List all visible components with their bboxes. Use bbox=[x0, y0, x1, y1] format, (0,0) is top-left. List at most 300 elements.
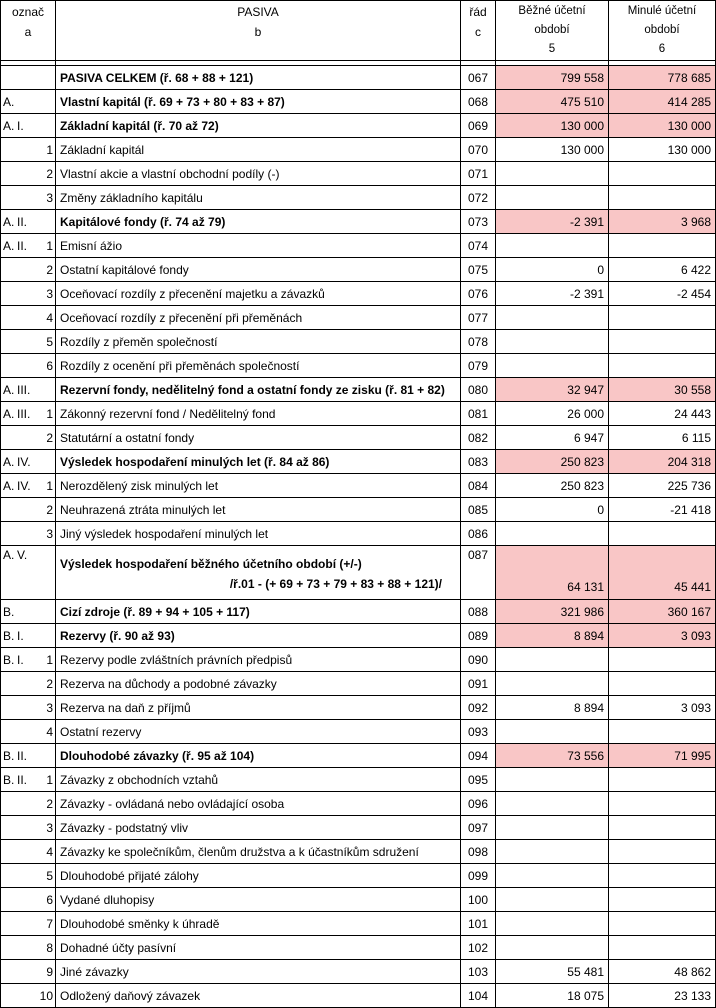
designation-wrapper bbox=[3, 359, 53, 373]
current-period-value: 321 986 bbox=[496, 600, 609, 624]
item-label: Rezervy podle zvláštních právních předpisů bbox=[60, 652, 293, 667]
designation-wrapper bbox=[3, 548, 53, 562]
row-number-cell: 069 bbox=[461, 114, 496, 138]
designation-item-number: 2 bbox=[46, 430, 53, 445]
designation-item-number bbox=[41, 383, 53, 397]
designation-cell bbox=[1, 234, 56, 258]
item-label-cell bbox=[56, 330, 461, 354]
designation-cell bbox=[1, 864, 56, 888]
designation-subsection bbox=[17, 263, 41, 277]
current-period-value bbox=[496, 306, 609, 330]
designation-wrapper bbox=[3, 311, 53, 325]
item-label: Dlouhodobé směnky k úhradě bbox=[60, 916, 220, 931]
designation-subsection bbox=[17, 821, 41, 835]
item-label-cell bbox=[56, 186, 461, 210]
previous-period-value: -21 418 bbox=[609, 498, 716, 522]
table-row bbox=[1, 138, 716, 162]
item-label-cell bbox=[56, 648, 461, 672]
table-row bbox=[1, 816, 716, 840]
designation-item-number bbox=[41, 455, 53, 469]
current-period-value bbox=[496, 186, 609, 210]
table-row bbox=[1, 378, 716, 402]
designation-cell bbox=[1, 768, 56, 792]
designation-cell bbox=[1, 378, 56, 402]
designation-cell bbox=[1, 138, 56, 162]
item-label: Odložený daňový závazek bbox=[60, 988, 201, 1003]
designation-subsection bbox=[17, 95, 41, 109]
item-label: Výsledek hospodaření minulých let (ř. 84 až 86) bbox=[60, 454, 330, 469]
designation-item-number: 1 bbox=[46, 478, 53, 493]
table-row bbox=[1, 936, 716, 960]
designation-wrapper bbox=[3, 701, 53, 715]
header-previous-line2: období bbox=[644, 24, 680, 36]
designation-section: A. bbox=[3, 118, 15, 133]
table-row bbox=[1, 330, 716, 354]
designation-section bbox=[3, 359, 17, 373]
current-period-value: 6 947 bbox=[496, 426, 609, 450]
designation-wrapper bbox=[3, 605, 53, 619]
header-current-line2: období bbox=[534, 24, 570, 36]
designation-item-number: 3 bbox=[46, 286, 53, 301]
designation-cell bbox=[1, 960, 56, 984]
previous-period-value: 204 318 bbox=[609, 450, 716, 474]
designation-item-number: 2 bbox=[46, 796, 53, 811]
designation-wrapper bbox=[3, 749, 53, 763]
item-label-cell bbox=[56, 864, 461, 888]
designation-section bbox=[3, 431, 17, 445]
designation-cell bbox=[1, 450, 56, 474]
row-number-cell: 098 bbox=[461, 840, 496, 864]
designation-cell bbox=[1, 648, 56, 672]
designation-section bbox=[3, 917, 17, 931]
table-row bbox=[1, 696, 716, 720]
item-label: Neuhrazená ztráta minulých let bbox=[60, 502, 226, 517]
current-period-value bbox=[496, 840, 609, 864]
designation-section: A. bbox=[3, 478, 15, 493]
designation-subsection bbox=[17, 965, 41, 979]
designation-section bbox=[3, 167, 17, 181]
current-period-value: 130 000 bbox=[496, 114, 609, 138]
designation-section bbox=[3, 989, 17, 1003]
item-label-cell bbox=[56, 744, 461, 768]
current-period-value bbox=[496, 234, 609, 258]
designation-cell bbox=[1, 720, 56, 744]
designation-cell bbox=[1, 546, 56, 600]
designation-subsection: V. bbox=[17, 548, 28, 562]
designation-item-number: 4 bbox=[46, 844, 53, 859]
header-rad-title: řád bbox=[469, 5, 487, 19]
designation-subsection bbox=[17, 989, 40, 1003]
header-rad-letter: c bbox=[475, 25, 481, 39]
previous-period-value: 45 441 bbox=[609, 546, 716, 600]
item-label-cell bbox=[56, 90, 461, 114]
header-pasiva-letter: b bbox=[254, 25, 262, 39]
table-row bbox=[1, 90, 716, 114]
designation-section bbox=[3, 311, 17, 325]
item-label: Závazky - ovládaná nebo ovládající osoba bbox=[60, 796, 285, 811]
designation-cell bbox=[1, 402, 56, 426]
designation-section bbox=[3, 941, 17, 955]
current-period-value: 55 481 bbox=[496, 960, 609, 984]
designation-section: A. bbox=[3, 548, 15, 562]
row-number-cell: 067 bbox=[461, 66, 496, 90]
previous-period-value bbox=[609, 672, 716, 696]
item-label: Vydané dluhopisy bbox=[60, 892, 155, 907]
designation-section bbox=[3, 527, 17, 541]
designation-section: A. bbox=[3, 406, 15, 421]
designation-wrapper bbox=[3, 287, 53, 301]
previous-period-value: 24 443 bbox=[609, 402, 716, 426]
row-number-cell: 071 bbox=[461, 162, 496, 186]
designation-subsection bbox=[17, 191, 41, 205]
current-period-value: 32 947 bbox=[496, 378, 609, 402]
previous-period-value: 360 167 bbox=[609, 600, 716, 624]
current-period-value bbox=[496, 720, 609, 744]
designation-section: A. bbox=[3, 94, 15, 109]
item-label-cell bbox=[56, 210, 461, 234]
designation-subsection bbox=[17, 527, 41, 541]
designation-cell bbox=[1, 624, 56, 648]
designation-item-number: 5 bbox=[46, 334, 53, 349]
designation-item-number bbox=[41, 605, 53, 619]
table-body bbox=[1, 1, 716, 1008]
previous-period-value bbox=[609, 648, 716, 672]
designation-wrapper bbox=[3, 797, 53, 811]
table-row bbox=[1, 600, 716, 624]
row-number-cell: 087 bbox=[461, 546, 496, 600]
item-label-cell bbox=[56, 234, 461, 258]
designation-subsection bbox=[17, 725, 41, 739]
previous-period-value: 48 862 bbox=[609, 960, 716, 984]
table-row bbox=[1, 186, 716, 210]
current-period-value bbox=[496, 354, 609, 378]
current-period-value: -2 391 bbox=[496, 210, 609, 234]
designation-wrapper bbox=[3, 335, 53, 349]
current-period-value: 250 823 bbox=[496, 474, 609, 498]
designation-subsection bbox=[17, 701, 41, 715]
designation-item-number: 2 bbox=[46, 676, 53, 691]
row-number-cell: 082 bbox=[461, 426, 496, 450]
designation-cell bbox=[1, 426, 56, 450]
designation-subsection bbox=[17, 167, 41, 181]
item-label: Oceňovací rozdíly z přecenění majetku a závazků bbox=[60, 286, 325, 301]
designation-section bbox=[3, 965, 17, 979]
designation-item-number: 6 bbox=[46, 358, 53, 373]
designation-item-number: 7 bbox=[46, 916, 53, 931]
previous-period-value bbox=[609, 522, 716, 546]
table-row bbox=[1, 306, 716, 330]
designation-cell bbox=[1, 936, 56, 960]
designation-item-number: 3 bbox=[46, 700, 53, 715]
designation-subsection bbox=[17, 677, 41, 691]
row-number-cell: 104 bbox=[461, 984, 496, 1008]
table-row bbox=[1, 210, 716, 234]
current-period-value bbox=[496, 792, 609, 816]
designation-wrapper bbox=[3, 677, 53, 691]
designation-wrapper bbox=[3, 653, 53, 667]
designation-section bbox=[3, 845, 17, 859]
header-pasiva-title: PASIVA bbox=[237, 5, 279, 19]
current-period-value bbox=[496, 330, 609, 354]
designation-cell bbox=[1, 984, 56, 1008]
header-previous-line1: Minulé účetní bbox=[627, 5, 697, 17]
row-number-cell: 085 bbox=[461, 498, 496, 522]
item-label: Výsledek hospodaření běžného účetního období (+/-) bbox=[60, 556, 362, 571]
designation-wrapper bbox=[3, 725, 53, 739]
item-label-cell bbox=[56, 888, 461, 912]
designation-wrapper bbox=[3, 629, 53, 643]
designation-cell bbox=[1, 258, 56, 282]
header-cell-rad bbox=[461, 1, 496, 61]
designation-item-number: 4 bbox=[46, 724, 53, 739]
current-period-value: 18 075 bbox=[496, 984, 609, 1008]
designation-section: B. bbox=[3, 628, 15, 643]
designation-wrapper bbox=[3, 989, 53, 1003]
current-period-value: 26 000 bbox=[496, 402, 609, 426]
previous-period-value: 414 285 bbox=[609, 90, 716, 114]
designation-subsection bbox=[17, 503, 41, 517]
previous-period-value: 3 968 bbox=[609, 210, 716, 234]
designation-item-number: 1 bbox=[46, 238, 53, 253]
previous-period-value: 225 736 bbox=[609, 474, 716, 498]
row-number-cell: 088 bbox=[461, 600, 496, 624]
item-label-cell bbox=[56, 696, 461, 720]
item-label: Statutární a ostatní fondy bbox=[60, 430, 195, 445]
designation-cell bbox=[1, 498, 56, 522]
designation-section: B. bbox=[3, 772, 15, 787]
current-period-value: 8 894 bbox=[496, 624, 609, 648]
row-number-cell: 091 bbox=[461, 672, 496, 696]
row-number-cell: 079 bbox=[461, 354, 496, 378]
row-number-cell: 095 bbox=[461, 768, 496, 792]
designation-wrapper bbox=[3, 479, 53, 493]
current-period-value bbox=[496, 936, 609, 960]
row-number-cell: 084 bbox=[461, 474, 496, 498]
item-label-cell bbox=[56, 768, 461, 792]
previous-period-value: 6 115 bbox=[609, 426, 716, 450]
designation-item-number: 1 bbox=[46, 142, 53, 157]
item-label-cell bbox=[56, 474, 461, 498]
previous-period-value: 30 558 bbox=[609, 378, 716, 402]
table-row bbox=[1, 474, 716, 498]
previous-period-value bbox=[609, 162, 716, 186]
row-number-cell: 090 bbox=[461, 648, 496, 672]
current-period-value: 130 000 bbox=[496, 138, 609, 162]
row-number-cell: 101 bbox=[461, 912, 496, 936]
designation-item-number bbox=[41, 215, 53, 229]
item-label: Zákonný rezervní fond / Nedělitelný fond bbox=[60, 406, 276, 421]
previous-period-value bbox=[609, 888, 716, 912]
table-row bbox=[1, 450, 716, 474]
item-label-cell bbox=[56, 624, 461, 648]
row-number-cell: 093 bbox=[461, 720, 496, 744]
table-row bbox=[1, 546, 716, 600]
previous-period-value: 6 422 bbox=[609, 258, 716, 282]
designation-section: A. bbox=[3, 238, 15, 253]
designation-item-number: 2 bbox=[46, 262, 53, 277]
designation-cell bbox=[1, 912, 56, 936]
designation-cell bbox=[1, 522, 56, 546]
table-row bbox=[1, 744, 716, 768]
previous-period-value bbox=[609, 330, 716, 354]
designation-subsection bbox=[17, 143, 41, 157]
designation-subsection: IV. bbox=[17, 478, 31, 493]
designation-cell bbox=[1, 816, 56, 840]
current-period-value: 73 556 bbox=[496, 744, 609, 768]
item-label-cell bbox=[56, 258, 461, 282]
item-label-cell bbox=[56, 450, 461, 474]
row-number-cell: 089 bbox=[461, 624, 496, 648]
previous-period-value bbox=[609, 306, 716, 330]
item-label-cell bbox=[56, 720, 461, 744]
table-row bbox=[1, 162, 716, 186]
designation-subsection bbox=[17, 917, 41, 931]
table-row bbox=[1, 984, 716, 1008]
row-number-cell: 073 bbox=[461, 210, 496, 234]
current-period-value bbox=[496, 816, 609, 840]
previous-period-value bbox=[609, 816, 716, 840]
designation-section bbox=[3, 503, 17, 517]
designation-cell bbox=[1, 66, 56, 90]
designation-subsection bbox=[17, 941, 41, 955]
row-number-cell: 070 bbox=[461, 138, 496, 162]
table-row bbox=[1, 66, 716, 90]
designation-wrapper bbox=[3, 191, 53, 205]
item-label: Dohadné účty pasívní bbox=[60, 940, 177, 955]
item-label-cell bbox=[56, 138, 461, 162]
designation-section: B. bbox=[3, 748, 15, 763]
current-period-value: 0 bbox=[496, 498, 609, 522]
designation-item-number: 2 bbox=[46, 166, 53, 181]
designation-item-number: 1 bbox=[46, 406, 53, 421]
designation-cell bbox=[1, 744, 56, 768]
previous-period-value bbox=[609, 864, 716, 888]
designation-section bbox=[3, 677, 17, 691]
row-number-cell: 102 bbox=[461, 936, 496, 960]
previous-period-value bbox=[609, 234, 716, 258]
designation-wrapper bbox=[3, 239, 53, 253]
row-number-cell: 074 bbox=[461, 234, 496, 258]
designation-item-number: 1 bbox=[46, 652, 53, 667]
designation-cell bbox=[1, 210, 56, 234]
designation-cell bbox=[1, 330, 56, 354]
row-number-cell: 078 bbox=[461, 330, 496, 354]
designation-wrapper bbox=[3, 95, 53, 109]
item-label-cell bbox=[56, 792, 461, 816]
table-row bbox=[1, 648, 716, 672]
item-label-cell bbox=[56, 522, 461, 546]
designation-wrapper bbox=[3, 893, 53, 907]
item-label: Vlastní kapitál (ř. 69 + 73 + 80 + 83 + 87) bbox=[60, 94, 285, 109]
designation-cell bbox=[1, 888, 56, 912]
designation-item-number: 3 bbox=[46, 526, 53, 541]
designation-cell bbox=[1, 840, 56, 864]
current-period-value: 64 131 bbox=[496, 546, 609, 600]
current-period-value: 8 894 bbox=[496, 696, 609, 720]
previous-period-value: 130 000 bbox=[609, 114, 716, 138]
table-row bbox=[1, 768, 716, 792]
header-previous-number: 6 bbox=[658, 43, 666, 55]
designation-cell bbox=[1, 792, 56, 816]
designation-cell bbox=[1, 600, 56, 624]
designation-wrapper bbox=[3, 167, 53, 181]
item-label-cell bbox=[56, 912, 461, 936]
current-period-value: 250 823 bbox=[496, 450, 609, 474]
item-label: Emisní ážio bbox=[60, 238, 123, 253]
table-row bbox=[1, 864, 716, 888]
item-label-cell bbox=[56, 498, 461, 522]
designation-item-number bbox=[41, 119, 53, 133]
previous-period-value: 23 133 bbox=[609, 984, 716, 1008]
designation-subsection bbox=[17, 431, 41, 445]
designation-subsection: III. bbox=[17, 406, 31, 421]
item-label: Rezerva na důchody a podobné závazky bbox=[60, 676, 277, 691]
item-label-cell bbox=[56, 840, 461, 864]
previous-period-value: 3 093 bbox=[609, 696, 716, 720]
item-label-cell bbox=[56, 672, 461, 696]
table-row bbox=[1, 258, 716, 282]
designation-section bbox=[3, 869, 17, 883]
current-period-value: -2 391 bbox=[496, 282, 609, 306]
designation-section bbox=[3, 335, 17, 349]
designation-item-number: 3 bbox=[46, 190, 53, 205]
row-number-cell: 072 bbox=[461, 186, 496, 210]
designation-section: B. bbox=[3, 652, 15, 667]
designation-section: A. bbox=[3, 214, 15, 229]
designation-item-number bbox=[41, 95, 53, 109]
item-label: Ostatní kapitálové fondy bbox=[60, 262, 189, 277]
row-number-cell: 096 bbox=[461, 792, 496, 816]
current-period-value bbox=[496, 864, 609, 888]
item-label-cell bbox=[56, 282, 461, 306]
item-label-cell bbox=[56, 546, 461, 600]
designation-cell bbox=[1, 696, 56, 720]
table-row bbox=[1, 960, 716, 984]
item-label-cell bbox=[56, 162, 461, 186]
designation-wrapper bbox=[3, 119, 53, 133]
designation-cell bbox=[1, 672, 56, 696]
previous-period-value bbox=[609, 792, 716, 816]
designation-subsection bbox=[17, 359, 41, 373]
designation-wrapper bbox=[3, 455, 53, 469]
item-label-cell bbox=[56, 66, 461, 90]
designation-item-number bbox=[41, 548, 53, 562]
designation-section bbox=[3, 263, 17, 277]
designation-cell bbox=[1, 162, 56, 186]
current-period-value: 0 bbox=[496, 258, 609, 282]
table-row bbox=[1, 720, 716, 744]
item-label-cell bbox=[56, 306, 461, 330]
current-period-value bbox=[496, 888, 609, 912]
designation-wrapper bbox=[3, 431, 53, 445]
item-label: Rezervy (ř. 90 až 93) bbox=[60, 628, 175, 643]
header-cell-current-period bbox=[496, 1, 609, 61]
table-row bbox=[1, 672, 716, 696]
row-number-cell: 086 bbox=[461, 522, 496, 546]
designation-subsection: I. bbox=[17, 118, 24, 133]
current-period-value bbox=[496, 522, 609, 546]
table-row bbox=[1, 354, 716, 378]
designation-subsection bbox=[17, 287, 41, 301]
previous-period-value bbox=[609, 720, 716, 744]
current-period-value bbox=[496, 912, 609, 936]
designation-cell bbox=[1, 474, 56, 498]
previous-period-value: 130 000 bbox=[609, 138, 716, 162]
header-oznac-title: označ bbox=[11, 5, 45, 19]
row-number-cell: 092 bbox=[461, 696, 496, 720]
designation-wrapper bbox=[3, 821, 53, 835]
table-row bbox=[1, 888, 716, 912]
